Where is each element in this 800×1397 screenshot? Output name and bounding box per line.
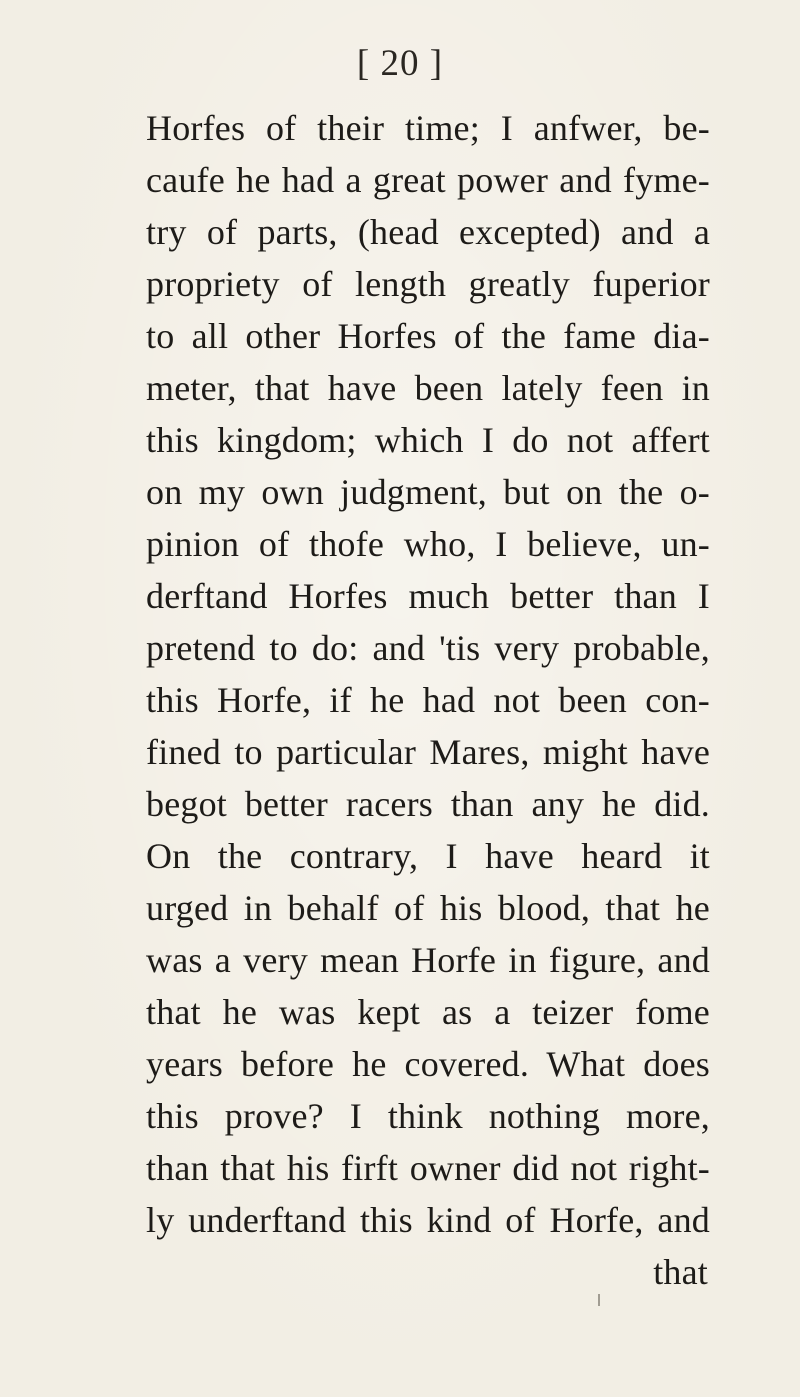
- text-line-15: On the contrary, I have heard it: [146, 836, 710, 876]
- text-line-11: pretend to do: and 'tis very probable,: [146, 628, 710, 668]
- text-line-18: that he was kept as a teizer fome: [146, 992, 710, 1032]
- text-line-12: this Horfe, if he had not been con-: [146, 680, 710, 720]
- text-line-13: fined to particular Mares, might have: [146, 732, 710, 772]
- text-line-2: caufe he had a great power and fyme-: [146, 160, 710, 200]
- body-text: [146, 102, 710, 1298]
- text-line-1: Horfes of their time; I anfwer, be-: [146, 108, 710, 148]
- paper-speck: [598, 1294, 600, 1306]
- text-line-10: derftand Horfes much better than I: [146, 576, 710, 616]
- text-line-17: was a very mean Horfe in figure, and: [146, 940, 710, 980]
- catchword: that: [653, 1252, 708, 1292]
- text-line-16: urged in behalf of his blood, that he: [146, 888, 710, 928]
- page-number: [ 20 ]: [356, 43, 444, 84]
- text-line-21: than that his firft owner did not right-: [146, 1148, 710, 1188]
- text-line-4: propriety of length greatly fuperior: [146, 264, 710, 304]
- text-line-9: pinion of thofe who, I believe, un-: [146, 524, 710, 564]
- text-line-19: years before he covered. What does: [146, 1044, 710, 1084]
- text-line-20: this prove? I think nothing more,: [146, 1096, 710, 1136]
- text-line-5: to all other Horfes of the fame dia-: [146, 316, 710, 356]
- text-line-22: ly underftand this kind of Horfe, and: [146, 1200, 710, 1240]
- text-line-8: on my own judgment, but on the o-: [146, 472, 710, 512]
- text-line-3: try of parts, (head excepted) and a: [146, 212, 710, 252]
- text-line-6: meter, that have been lately feen in: [146, 368, 710, 408]
- text-line-7: this kingdom; which I do not affert: [146, 420, 710, 460]
- text-line-14: begot better racers than any he did.: [146, 784, 710, 824]
